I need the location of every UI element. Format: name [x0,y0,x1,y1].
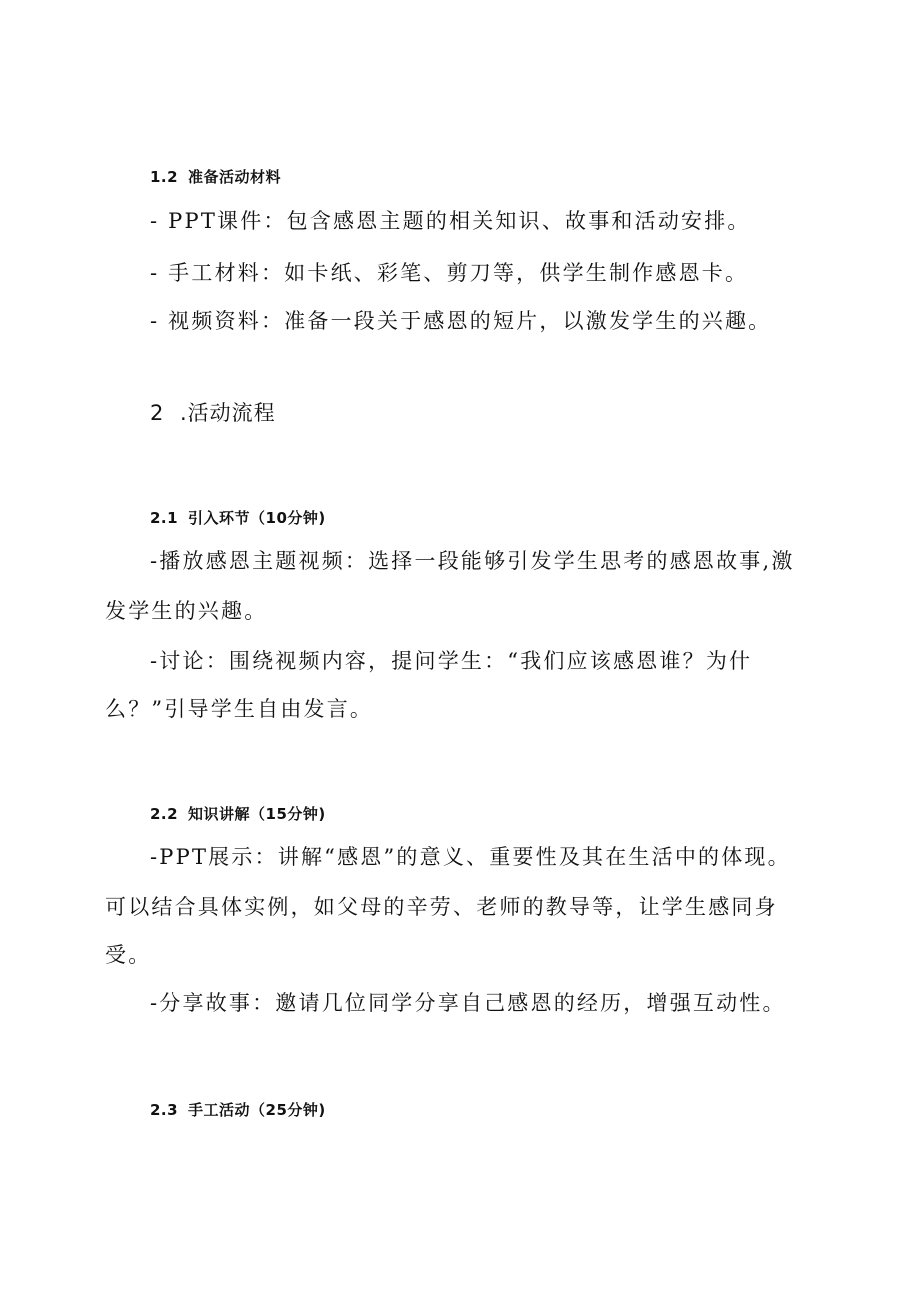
paragraph-line: -播放感恩主题视频：选择一段能够引发学生思考的感恩故事,激 [150,549,795,573]
paragraph-line: -讨论：围绕视频内容，提问学生：“我们应该感恩谁？为什 [150,649,753,673]
paragraph-line: -PPT展示：讲解“感恩”的意义、重要性及其在生活中的体现。 [150,845,791,869]
subheading-2-1 [150,507,326,528]
paragraph-line: -分享故事：邀请几位同学分享自己感恩的经历，增强互动性。 [150,991,786,1015]
subheading-1-2 [150,166,281,187]
list-item: - 视频资料：准备一段关于感恩的短片，以激发学生的兴趣。 [150,309,772,333]
paragraph-line: 发学生的兴趣。 [105,599,268,623]
subheading-2-2 [150,803,326,824]
subheading-title: 引入环节（10分钟) [188,509,326,527]
section-heading-2 [150,397,276,427]
section-title: .活动流程 [180,401,276,425]
subheading-title: 准备活动材料 [188,168,282,186]
list-item: - 手工材料：如卡纸、彩笔、剪刀等，供学生制作感恩卡。 [150,261,749,285]
paragraph-line: 么？”引导学生自由发言。 [105,697,374,721]
subheading-number: 2.1 [150,509,179,527]
list-item: - PPT课件：包含感恩主题的相关知识、故事和活动安排。 [150,209,751,233]
section-number: 2 [150,401,165,425]
subheading-number: 1.2 [150,168,179,186]
paragraph-line: 可以结合具体实例，如父母的辛劳、老师的教导等，让学生感同身 [105,895,778,919]
subheading-number: 2.3 [150,1101,179,1119]
subheading-number: 2.2 [150,805,179,823]
paragraph-line: 受。 [105,943,152,967]
subheading-title: 知识讲解（15分钟) [188,805,326,823]
subheading-title: 手工活动（25分钟) [188,1101,326,1119]
subheading-2-3 [150,1099,326,1120]
